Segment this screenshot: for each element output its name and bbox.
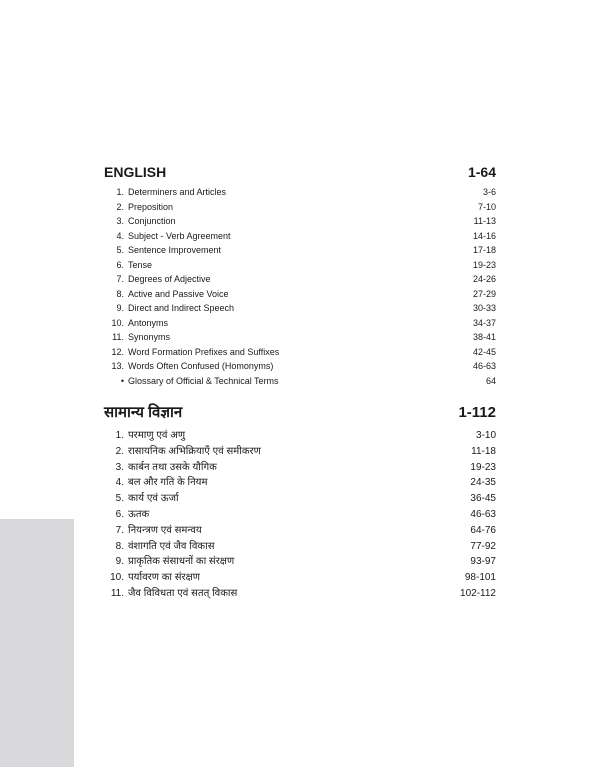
entry-number: 3. [116, 216, 124, 226]
entry-title: Sentence Improvement [128, 245, 222, 255]
toc-entry [104, 491, 496, 507]
entry-pages: 64-76 [470, 524, 496, 536]
toc-entry [104, 359, 496, 374]
entry-pages: 14-16 [472, 230, 496, 241]
entry-title: नियन्त्रण एवं समन्वय [128, 524, 202, 536]
science-entry-list [104, 428, 496, 602]
entry-pages: 30-33 [472, 303, 496, 313]
entry-pages: 7-10 [477, 201, 496, 212]
entry-title: कार्बन तथा उसके यौगिक [128, 461, 217, 473]
entry-title: Glossary of Official & Technical Terms [128, 375, 279, 386]
entry-number: 7. [115, 524, 124, 536]
entry-number: 3. [115, 461, 124, 473]
toc-entry [104, 330, 496, 345]
toc-entry [104, 229, 496, 244]
toc-entry [104, 316, 496, 331]
toc-entry [104, 475, 496, 491]
entry-number: 5. [116, 245, 124, 255]
entry-title: Antonyms [128, 317, 169, 328]
toc-entry [104, 374, 496, 389]
table-of-contents [104, 162, 496, 602]
toc-entry [104, 258, 496, 273]
entry-title: बल और गति के नियम [128, 477, 208, 489]
toc-entry [104, 554, 496, 570]
section-science-range: 1-112 [458, 404, 496, 421]
section-english-range: 1-64 [467, 164, 496, 180]
entry-pages: 77-92 [470, 540, 496, 552]
entry-pages: 46-63 [472, 361, 496, 371]
entry-number: 11. [110, 587, 124, 599]
entry-pages: 19-23 [470, 461, 496, 473]
entry-title: Subject - Verb Agreement [128, 230, 231, 241]
entry-title: Tense [128, 259, 153, 270]
entry-number: 4. [115, 477, 124, 489]
entry-pages: 38-41 [472, 332, 496, 342]
entry-pages: 34-37 [472, 317, 496, 328]
entry-number: 2. [115, 445, 124, 457]
entry-title: रासायनिक अभिक्रियाएँ एवं समीकरण [128, 445, 261, 457]
toc-entry [104, 428, 496, 444]
entry-pages: 27-29 [472, 288, 496, 299]
entry-number: 9. [116, 303, 124, 313]
entry-number: 10. [110, 572, 124, 584]
toc-entry [104, 200, 496, 215]
entry-number: 1. [115, 430, 124, 441]
entry-pages: 102-112 [460, 587, 496, 599]
entry-pages: 3-6 [482, 187, 496, 197]
toc-entry [104, 214, 496, 229]
toc-entry [104, 287, 496, 302]
entry-number: 8. [116, 288, 124, 299]
entry-title: Conjunction [128, 216, 176, 226]
entry-pages: 24-26 [472, 274, 496, 284]
entry-title: पर्यावरण का संरक्षण [128, 572, 201, 584]
entry-number: 5. [115, 493, 124, 505]
toc-entry [104, 586, 496, 602]
entry-number: 6. [116, 259, 124, 270]
entry-pages: 46-63 [470, 508, 496, 520]
entry-number: 7. [116, 274, 124, 284]
entry-pages: 19-23 [472, 259, 496, 270]
toc-entry [104, 243, 496, 258]
entry-number: 6. [115, 508, 124, 520]
section-english-header [104, 162, 496, 182]
toc-entry [104, 570, 496, 586]
entry-title: Direct and Indirect Speech [128, 303, 235, 313]
entry-pages: 24-35 [470, 477, 496, 489]
entry-pages: 36-45 [470, 493, 496, 505]
entry-pages: 11-13 [473, 216, 496, 226]
entry-title: Synonyms [128, 332, 171, 342]
toc-entry [104, 301, 496, 316]
section-science-header [104, 402, 496, 424]
entry-title: कार्य एवं ऊर्जा [128, 493, 179, 505]
entry-pages: 11-18 [471, 445, 496, 457]
toc-entry [104, 185, 496, 200]
toc-entry [104, 345, 496, 360]
entry-pages: 93-97 [470, 556, 496, 568]
toc-entry [104, 523, 496, 539]
entry-title: जैव विविधता एवं सतत् विकास [128, 587, 238, 599]
entry-number: 1. [116, 187, 124, 197]
entry-title: परमाणु एवं अणु [128, 430, 186, 441]
toc-entry [104, 460, 496, 476]
entry-number: 12. [111, 346, 124, 357]
entry-pages: 17-18 [472, 245, 496, 255]
entry-pages: 98-101 [464, 572, 496, 584]
section-english-title: ENGLISH [104, 164, 167, 180]
entry-number: 10. [111, 317, 124, 328]
entry-title: वंशागति एवं जैव विकास [128, 540, 215, 552]
toc-entry [104, 507, 496, 523]
entry-title: Active and Passive Voice [128, 288, 229, 299]
bullet-marker: • [120, 375, 124, 386]
entry-number: 13. [111, 361, 124, 371]
english-entry-list [104, 185, 496, 388]
entry-pages: 64 [485, 375, 496, 386]
entry-number: 9. [115, 556, 124, 568]
entry-number: 4. [116, 230, 124, 241]
entry-title: Degrees of Adjective [128, 274, 211, 284]
toc-entry [104, 539, 496, 555]
entry-pages: 3-10 [475, 430, 496, 441]
entry-title: Words Often Confused (Homonyms) [128, 361, 274, 371]
section-science-title: सामान्य विज्ञान [104, 404, 183, 421]
entry-title: ऊतक [128, 508, 150, 520]
toc-entry [104, 272, 496, 287]
entry-title: Determiners and Articles [128, 187, 227, 197]
side-gray-block [0, 519, 74, 767]
entry-title: प्राकृतिक संसाधनों का संरक्षण [128, 556, 235, 568]
entry-number: 8. [115, 540, 124, 552]
toc-entry [104, 444, 496, 460]
entry-number: 2. [116, 201, 124, 212]
entry-title: Preposition [128, 201, 174, 212]
entry-title: Word Formation Prefixes and Suffixes [128, 346, 280, 357]
entry-pages: 42-45 [472, 346, 496, 357]
entry-number: 11. [112, 332, 124, 342]
